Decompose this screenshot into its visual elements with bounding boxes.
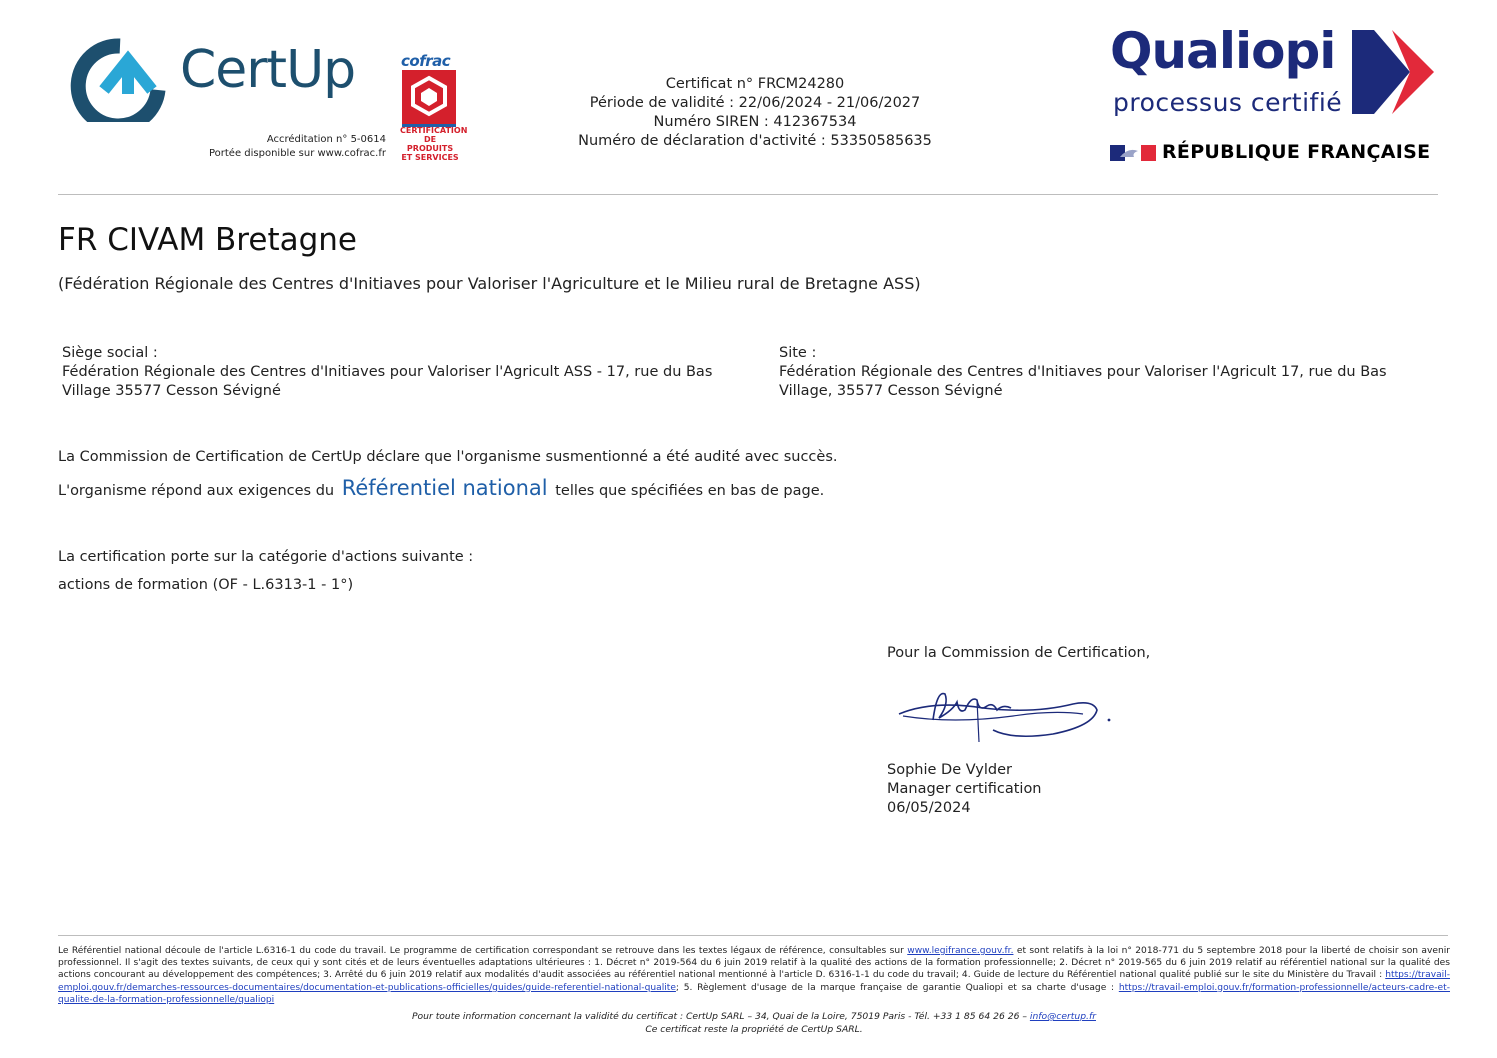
referentiel-national-highlight: Référentiel national	[341, 476, 548, 500]
cofrac-caption	[400, 126, 468, 162]
republique-francaise: RÉPUBLIQUE FRANÇAISE	[1162, 141, 1431, 163]
qualiopi-subtitle: processus certifié	[1113, 88, 1343, 117]
legal-text: ; 5. Règlement d'usage de la marque française de garantie Qualiopi et sa charte d'usage :	[675, 982, 1115, 993]
footer-legal-text	[58, 945, 1450, 1006]
qualiopi-wordmark: Qualiopi	[1110, 22, 1336, 80]
siege-address: Fédération Régionale des Centres d'Initiaves pour Valoriser l'Agricult ASS - 17, rue du Bas Village 35577 Cesson Sévigné	[62, 364, 713, 399]
commission-line: Pour la Commission de Certification,	[887, 645, 1151, 661]
footer-contact	[58, 1011, 1450, 1036]
accreditation-number: Accréditation n° 5-0614	[266, 134, 386, 145]
cofrac-caption-line: CERTIFICATION	[400, 126, 468, 135]
legal-text: et sont relatifs à la loi n° 2018-771 du 5 septembre 2018 pour la liberté de choisir son avenir professionnel. Il s'agit des textes suivants, de ceux qui y sont cités et de leurs éventuelles adaptations ultérieures : 1. Décret n° 2019-564 du 6 juin 2019 relatif à la qualité des actions de la formation professionnelle; 2. Décret n° 2019-565 du 6 juin 2019 relatif au référentiel national sur la qualité des actions concourant au développement des compétences; 3. Arrêté du 6 juin 2019 relatif aux modalités d'audit associées au référentiel national mentionné à l'article D. 6316-1-1 du code du travail; 4. Guide de lecture du Référentiel national qualité publié sur le site du Ministère du Travail :	[58, 946, 1450, 981]
signer-role: Manager certification	[887, 781, 1042, 797]
scope-value: actions de formation (OF - L.6313-1 - 1°)	[58, 577, 354, 593]
declaration-text: telles que spécifiées en bas de page.	[555, 483, 825, 499]
legal-text: Le Référentiel national découle de l'article L.6316-1 du code du travail. Le programme de certification correspondant se retrouve dans les textes légaux de référence, consultables sur	[58, 946, 904, 956]
declaration-audit: La Commission de Certification de CertUp déclare que l'organisme susmentionné a été audité avec succès.	[58, 449, 838, 465]
cofrac-wordmark: cofrac	[401, 52, 451, 70]
certup-wordmark: CertUp	[180, 40, 356, 100]
declaration-text: L'organisme répond aux exigences du	[58, 483, 335, 499]
cofrac-caption-line: ET SERVICES	[401, 153, 459, 162]
signature-date: 06/05/2024	[887, 800, 971, 816]
validity-period: Période de validité : 22/06/2024 - 21/06/2027	[589, 95, 921, 111]
accreditation-scope: Portée disponible sur www.cofrac.fr	[208, 148, 386, 159]
scope-title: La certification porte sur la catégorie d'actions suivante :	[58, 549, 474, 565]
header-divider	[58, 194, 1438, 195]
certificate-number: Certificat n° FRCM24280	[665, 76, 845, 92]
ownership-line: Ce certificat reste la propriété de CertUp SARL.	[645, 1023, 863, 1035]
activity-declaration: Numéro de déclaration d'activité : 53350585635	[578, 133, 932, 149]
contact-email-link[interactable]: info@certup.fr	[1029, 1011, 1096, 1022]
organization-name: FR CIVAM Bretagne	[58, 222, 357, 258]
site-label: Site :	[779, 345, 817, 361]
signer-name: Sophie De Vylder	[887, 762, 1012, 778]
siren-number: Numéro SIREN : 412367534	[653, 114, 857, 130]
declaration-requirements	[58, 476, 824, 500]
site-block	[779, 344, 1439, 401]
legifrance-link[interactable]: www.legifrance.gouv.fr.	[907, 946, 1014, 956]
cofrac-caption-line: DE PRODUITS	[406, 135, 454, 153]
qualiopi-link[interactable]: https://travail-emploi.gouv.fr/formation-professionnelle/acteurs-cadre-et-qualite-de-la-formation-professionnelle/qualiopi	[58, 982, 1450, 1005]
contact-line	[58, 1011, 1450, 1024]
qualiopi-arrows-icon	[1352, 30, 1434, 114]
marianne-flag-icon	[1110, 145, 1156, 161]
signer-block	[887, 761, 1042, 818]
footer-divider	[58, 935, 1448, 936]
siege-social-block	[62, 344, 722, 401]
siege-label: Siège social :	[62, 345, 158, 361]
contact-text: Pour toute information concernant la validité du certificat : CertUp SARL – 34, Quai de la Loire, 75019 Paris - Tél. +33 1 85 64 26 26 –	[412, 1011, 1027, 1022]
certificate-info	[520, 75, 990, 151]
guide-referentiel-link[interactable]: https://travail-emploi.gouv.fr/demarches-ressources-documentaires/documentation-et-publications-officielles/guides/guide-referentiel-national-qualite	[58, 970, 1450, 993]
organization-full-name: (Fédération Régionale des Centres d'Initiaves pour Valoriser l'Agriculture et le Milieu rural de Bretagne ASS)	[58, 274, 921, 293]
signature-image	[893, 680, 1113, 748]
site-address: Fédération Régionale des Centres d'Initiaves pour Valoriser l'Agricult 17, rue du Bas Village, 35577 Cesson Sévigné	[779, 364, 1387, 399]
accreditation-note	[150, 133, 386, 161]
